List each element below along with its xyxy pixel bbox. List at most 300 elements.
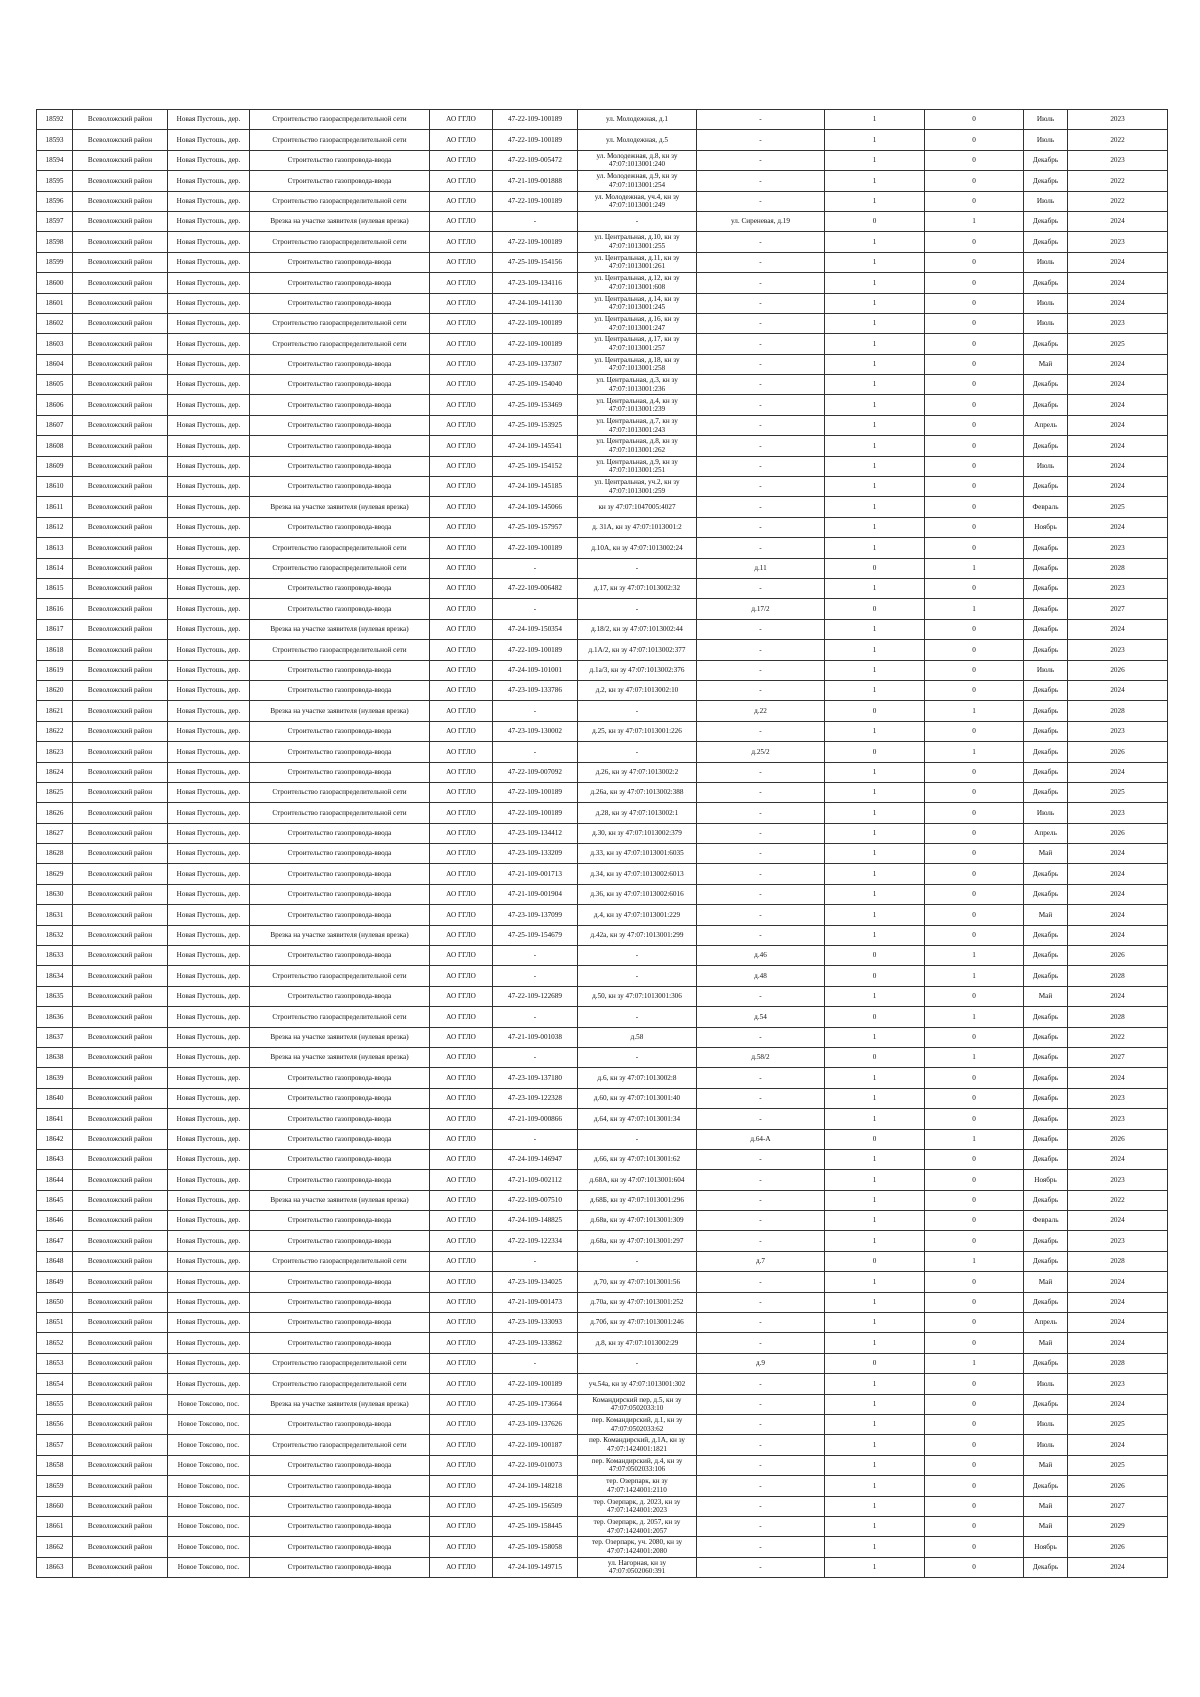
table-row	[37, 1557, 1168, 1577]
table-row	[37, 375, 1168, 395]
row-number-cell: 18633	[37, 946, 73, 966]
quantity-b-cell: 0	[925, 1068, 1024, 1088]
contract-number-cell: 47-22-109-100189	[493, 232, 578, 252]
month-cell: Июль	[1024, 313, 1068, 333]
work-type-cell: Строительство газораспределительной сети	[250, 966, 430, 986]
month-cell: Декабрь	[1024, 1088, 1068, 1108]
month-cell: Июль	[1024, 1435, 1068, 1455]
address-cell: -	[578, 211, 697, 231]
row-number-cell: 18598	[37, 232, 73, 252]
table-row	[37, 721, 1168, 741]
row-number-cell: 18623	[37, 742, 73, 762]
quantity-b-cell: 0	[925, 1149, 1024, 1169]
address-cell: д.60, кн зу 47:07:1013001:40	[578, 1088, 697, 1108]
contract-number-cell: 47-22-109-100189	[493, 1374, 578, 1394]
contract-number-cell: 47-21-109-000866	[493, 1109, 578, 1129]
object-cell: д.7	[697, 1251, 825, 1271]
quantity-a-cell: 1	[825, 1211, 925, 1231]
quantity-b-cell: 0	[925, 171, 1024, 191]
quantity-a-cell: 1	[825, 1292, 925, 1312]
organization-cell: АО ГГЛО	[430, 721, 493, 741]
contract-number-cell: -	[493, 599, 578, 619]
contract-number-cell: 47-21-109-001904	[493, 884, 578, 904]
contract-number-cell: 47-23-109-134116	[493, 273, 578, 293]
contract-number-cell: 47-25-109-157957	[493, 517, 578, 537]
organization-cell: АО ГГЛО	[430, 1537, 493, 1557]
table-row	[37, 1047, 1168, 1067]
table-row	[37, 252, 1168, 272]
table-row	[37, 1129, 1168, 1149]
organization-cell: АО ГГЛО	[430, 1190, 493, 1210]
quantity-a-cell: 0	[825, 742, 925, 762]
table-row	[37, 130, 1168, 150]
row-number-cell: 18621	[37, 701, 73, 721]
quantity-a-cell: 0	[825, 701, 925, 721]
organization-cell: АО ГГЛО	[430, 191, 493, 211]
table-row	[37, 477, 1168, 497]
district-cell: Всеволожский район	[73, 313, 168, 333]
month-cell: Декабрь	[1024, 599, 1068, 619]
month-cell: Май	[1024, 986, 1068, 1006]
contract-number-cell: 47-25-109-154679	[493, 925, 578, 945]
settlement-cell: Новая Пустошь, дер.	[168, 1170, 250, 1190]
table-row	[37, 110, 1168, 130]
quantity-b-cell: 0	[925, 497, 1024, 517]
row-number-cell: 18634	[37, 966, 73, 986]
organization-cell: АО ГГЛО	[430, 1027, 493, 1047]
settlement-cell: Новая Пустошь, дер.	[168, 517, 250, 537]
quantity-b-cell: 0	[925, 864, 1024, 884]
row-number-cell: 18648	[37, 1251, 73, 1271]
object-cell: -	[697, 986, 825, 1006]
contract-number-cell: 47-24-109-148825	[493, 1211, 578, 1231]
row-number-cell: 18643	[37, 1149, 73, 1169]
month-cell: Декабрь	[1024, 1353, 1068, 1373]
quantity-a-cell: 1	[825, 1190, 925, 1210]
year-cell: 2028	[1068, 701, 1168, 721]
contract-number-cell: 47-21-109-001038	[493, 1027, 578, 1047]
month-cell: Апрель	[1024, 415, 1068, 435]
year-cell: 2024	[1068, 762, 1168, 782]
settlement-cell: Новая Пустошь, дер.	[168, 925, 250, 945]
year-cell: 2024	[1068, 293, 1168, 313]
quantity-b-cell: 0	[925, 680, 1024, 700]
month-cell: Апрель	[1024, 1313, 1068, 1333]
month-cell: Июль	[1024, 803, 1068, 823]
year-cell: 2023	[1068, 150, 1168, 170]
district-cell: Всеволожский район	[73, 1455, 168, 1475]
address-cell: д.8, кн зу 47:07:1013002:29	[578, 1333, 697, 1353]
row-number-cell: 18611	[37, 497, 73, 517]
address-cell: ул. Центральная, д.18, кн зу 47:07:1013001:258	[578, 354, 697, 374]
table-row	[37, 946, 1168, 966]
district-cell: Всеволожский район	[73, 823, 168, 843]
month-cell: Декабрь	[1024, 1557, 1068, 1577]
row-number-cell: 18606	[37, 395, 73, 415]
object-cell: д.22	[697, 701, 825, 721]
table-row	[37, 1027, 1168, 1047]
table-row	[37, 619, 1168, 639]
district-cell: Всеволожский район	[73, 1190, 168, 1210]
settlement-cell: Новая Пустошь, дер.	[168, 1251, 250, 1271]
address-cell: тер. Озерпарк, уч. 2080, кн зу 47:07:1424001:2080	[578, 1537, 697, 1557]
quantity-b-cell: 0	[925, 273, 1024, 293]
address-cell: ул. Нагорная, кн зу 47:07:0502060:391	[578, 1557, 697, 1577]
year-cell: 2023	[1068, 640, 1168, 660]
row-number-cell: 18595	[37, 171, 73, 191]
quantity-a-cell: 1	[825, 803, 925, 823]
table-row	[37, 354, 1168, 374]
work-type-cell: Строительство газораспределительной сети	[250, 782, 430, 802]
address-cell: д.2, кн зу 47:07:1013002:10	[578, 680, 697, 700]
district-cell: Всеволожский район	[73, 1476, 168, 1496]
settlement-cell: Новая Пустошь, дер.	[168, 1068, 250, 1088]
year-cell: 2028	[1068, 1007, 1168, 1027]
quantity-a-cell: 1	[825, 1068, 925, 1088]
district-cell: Всеволожский район	[73, 232, 168, 252]
district-cell: Всеволожский район	[73, 1292, 168, 1312]
settlement-cell: Новая Пустошь, дер.	[168, 211, 250, 231]
organization-cell: АО ГГЛО	[430, 1088, 493, 1108]
work-type-cell: Строительство газораспределительной сети	[250, 232, 430, 252]
district-cell: Всеволожский район	[73, 1088, 168, 1108]
address-cell: -	[578, 742, 697, 762]
object-cell: -	[697, 844, 825, 864]
row-number-cell: 18649	[37, 1272, 73, 1292]
year-cell: 2022	[1068, 171, 1168, 191]
quantity-b-cell: 0	[925, 191, 1024, 211]
contract-number-cell: 47-24-109-150354	[493, 619, 578, 639]
year-cell: 2028	[1068, 1353, 1168, 1373]
address-cell: кн зу 47:07:1047005:4027	[578, 497, 697, 517]
year-cell: 2024	[1068, 1435, 1168, 1455]
contract-number-cell: 47-25-109-154156	[493, 252, 578, 272]
organization-cell: АО ГГЛО	[430, 1313, 493, 1333]
quantity-b-cell: 0	[925, 925, 1024, 945]
year-cell: 2022	[1068, 1027, 1168, 1047]
organization-cell: АО ГГЛО	[430, 1129, 493, 1149]
month-cell: Декабрь	[1024, 538, 1068, 558]
year-cell: 2029	[1068, 1516, 1168, 1536]
object-cell: -	[697, 456, 825, 476]
organization-cell: АО ГГЛО	[430, 742, 493, 762]
work-type-cell: Строительство газопровода-ввода	[250, 1068, 430, 1088]
object-cell: -	[697, 293, 825, 313]
row-number-cell: 18614	[37, 558, 73, 578]
table-row	[37, 680, 1168, 700]
table-row	[37, 171, 1168, 191]
work-type-cell: Строительство газопровода-ввода	[250, 395, 430, 415]
month-cell: Декабрь	[1024, 150, 1068, 170]
district-cell: Всеволожский район	[73, 966, 168, 986]
row-number-cell: 18659	[37, 1476, 73, 1496]
district-cell: Всеволожский район	[73, 1047, 168, 1067]
row-number-cell: 18593	[37, 130, 73, 150]
quantity-b-cell: 0	[925, 619, 1024, 639]
row-number-cell: 18631	[37, 905, 73, 925]
contract-number-cell: 47-22-109-006482	[493, 578, 578, 598]
address-cell: ул. Центральная, д.7, кн зу 47:07:1013001:243	[578, 415, 697, 435]
quantity-b-cell: 0	[925, 334, 1024, 354]
object-cell: д.46	[697, 946, 825, 966]
object-cell: -	[697, 1231, 825, 1251]
address-cell: ул. Центральная, д.14, кн зу 47:07:1013001:245	[578, 293, 697, 313]
quantity-b-cell: 0	[925, 844, 1024, 864]
year-cell: 2026	[1068, 1476, 1168, 1496]
work-type-cell: Строительство газопровода-ввода	[250, 1455, 430, 1475]
settlement-cell: Новая Пустошь, дер.	[168, 1027, 250, 1047]
quantity-a-cell: 0	[825, 558, 925, 578]
year-cell: 2024	[1068, 354, 1168, 374]
month-cell: Декабрь	[1024, 721, 1068, 741]
month-cell: Декабрь	[1024, 742, 1068, 762]
work-type-cell: Строительство газопровода-ввода	[250, 252, 430, 272]
work-type-cell: Врезка на участке заявителя (нулевая врезка)	[250, 1027, 430, 1047]
quantity-a-cell: 1	[825, 252, 925, 272]
district-cell: Всеволожский район	[73, 1211, 168, 1231]
district-cell: Всеволожский район	[73, 171, 168, 191]
year-cell: 2024	[1068, 395, 1168, 415]
address-cell: д.68А, кн зу 47:07:1013001:604	[578, 1170, 697, 1190]
district-cell: Всеволожский район	[73, 884, 168, 904]
settlement-cell: Новая Пустошь, дер.	[168, 1129, 250, 1149]
object-cell: -	[697, 517, 825, 537]
quantity-b-cell: 0	[925, 1088, 1024, 1108]
table-row	[37, 640, 1168, 660]
month-cell: Декабрь	[1024, 477, 1068, 497]
organization-cell: АО ГГЛО	[430, 782, 493, 802]
object-cell: -	[697, 1415, 825, 1435]
year-cell: 2028	[1068, 966, 1168, 986]
organization-cell: АО ГГЛО	[430, 313, 493, 333]
quantity-a-cell: 1	[825, 905, 925, 925]
table-body	[37, 110, 1168, 1578]
work-type-cell: Строительство газораспределительной сети	[250, 191, 430, 211]
year-cell: 2024	[1068, 884, 1168, 904]
district-cell: Всеволожский район	[73, 742, 168, 762]
object-cell: -	[697, 354, 825, 374]
table-row	[37, 1007, 1168, 1027]
district-cell: Всеволожский район	[73, 1027, 168, 1047]
month-cell: Ноябрь	[1024, 1170, 1068, 1190]
quantity-b-cell: 0	[925, 884, 1024, 904]
contract-number-cell: 47-22-109-100187	[493, 1435, 578, 1455]
row-number-cell: 18651	[37, 1313, 73, 1333]
quantity-a-cell: 1	[825, 578, 925, 598]
settlement-cell: Новая Пустошь, дер.	[168, 171, 250, 191]
work-type-cell: Строительство газопровода-ввода	[250, 1496, 430, 1516]
work-type-cell: Строительство газопровода-ввода	[250, 456, 430, 476]
month-cell: Декабрь	[1024, 232, 1068, 252]
month-cell: Декабрь	[1024, 946, 1068, 966]
organization-cell: АО ГГЛО	[430, 171, 493, 191]
organization-cell: АО ГГЛО	[430, 252, 493, 272]
month-cell: Июль	[1024, 110, 1068, 130]
month-cell: Декабрь	[1024, 1129, 1068, 1149]
contract-number-cell: 47-21-109-001713	[493, 864, 578, 884]
row-number-cell: 18645	[37, 1190, 73, 1210]
address-cell: д.28, кн зу 47:07:1013002:1	[578, 803, 697, 823]
work-type-cell: Врезка на участке заявителя (нулевая врезка)	[250, 925, 430, 945]
address-cell: д.70, кн зу 47:07:1013001:56	[578, 1272, 697, 1292]
settlement-cell: Новая Пустошь, дер.	[168, 721, 250, 741]
quantity-b-cell: 1	[925, 558, 1024, 578]
contract-number-cell: 47-24-109-145066	[493, 497, 578, 517]
month-cell: Декабрь	[1024, 211, 1068, 231]
table-row	[37, 966, 1168, 986]
quantity-b-cell: 0	[925, 538, 1024, 558]
district-cell: Всеволожский район	[73, 354, 168, 374]
object-cell: -	[697, 884, 825, 904]
organization-cell: АО ГГЛО	[430, 701, 493, 721]
work-type-cell: Строительство газопровода-ввода	[250, 864, 430, 884]
quantity-b-cell: 0	[925, 803, 1024, 823]
district-cell: Всеволожский район	[73, 1496, 168, 1516]
table-row	[37, 1272, 1168, 1292]
settlement-cell: Новая Пустошь, дер.	[168, 844, 250, 864]
organization-cell: АО ГГЛО	[430, 1394, 493, 1414]
quantity-b-cell: 0	[925, 1394, 1024, 1414]
month-cell: Май	[1024, 354, 1068, 374]
district-cell: Всеволожский район	[73, 1394, 168, 1414]
district-cell: Всеволожский район	[73, 1537, 168, 1557]
organization-cell: АО ГГЛО	[430, 1292, 493, 1312]
contract-number-cell: 47-24-109-148218	[493, 1476, 578, 1496]
address-cell: уч.54а, кн зу 47:07:1013001:302	[578, 1374, 697, 1394]
organization-cell: АО ГГЛО	[430, 762, 493, 782]
table-row	[37, 517, 1168, 537]
object-cell: -	[697, 1170, 825, 1190]
district-cell: Всеволожский район	[73, 436, 168, 456]
table-row	[37, 844, 1168, 864]
year-cell: 2024	[1068, 1333, 1168, 1353]
contract-number-cell: 47-23-109-133093	[493, 1313, 578, 1333]
district-cell: Всеволожский район	[73, 1435, 168, 1455]
contract-number-cell: 47-25-109-158058	[493, 1537, 578, 1557]
quantity-a-cell: 1	[825, 375, 925, 395]
row-number-cell: 18616	[37, 599, 73, 619]
table-row	[37, 701, 1168, 721]
object-cell: -	[697, 538, 825, 558]
work-type-cell: Строительство газопровода-ввода	[250, 742, 430, 762]
quantity-a-cell: 1	[825, 1496, 925, 1516]
quantity-a-cell: 1	[825, 1333, 925, 1353]
row-number-cell: 18660	[37, 1496, 73, 1516]
quantity-a-cell: 0	[825, 1353, 925, 1373]
settlement-cell: Новая Пустошь, дер.	[168, 293, 250, 313]
quantity-b-cell: 0	[925, 986, 1024, 1006]
address-cell: тер. Озерпарк, д. 2057, кн зу 47:07:1424001:2057	[578, 1516, 697, 1536]
work-type-cell: Строительство газораспределительной сети	[250, 110, 430, 130]
table-row	[37, 1149, 1168, 1169]
work-type-cell: Строительство газопровода-ввода	[250, 986, 430, 1006]
work-type-cell: Строительство газопровода-ввода	[250, 415, 430, 435]
table-row	[37, 578, 1168, 598]
district-cell: Всеволожский район	[73, 517, 168, 537]
object-cell: -	[697, 1190, 825, 1210]
address-cell: д.50, кн зу 47:07:1013001:306	[578, 986, 697, 1006]
organization-cell: АО ГГЛО	[430, 1251, 493, 1271]
organization-cell: АО ГГЛО	[430, 130, 493, 150]
organization-cell: АО ГГЛО	[430, 1272, 493, 1292]
table-row	[37, 905, 1168, 925]
contract-number-cell: 47-23-109-133862	[493, 1333, 578, 1353]
year-cell: 2024	[1068, 1149, 1168, 1169]
settlement-cell: Новая Пустошь, дер.	[168, 1109, 250, 1129]
table-row	[37, 742, 1168, 762]
address-cell: ул. Центральная, д.16, кн зу 47:07:1013001:247	[578, 313, 697, 333]
address-cell: -	[578, 599, 697, 619]
work-type-cell: Врезка на участке заявителя (нулевая врезка)	[250, 701, 430, 721]
address-cell: д.70б, кн зу 47:07:1013001:246	[578, 1313, 697, 1333]
object-cell: д.11	[697, 558, 825, 578]
district-cell: Всеволожский район	[73, 334, 168, 354]
table-row	[37, 150, 1168, 170]
table-row	[37, 334, 1168, 354]
work-type-cell: Врезка на участке заявителя (нулевая врезка)	[250, 211, 430, 231]
year-cell: 2023	[1068, 1109, 1168, 1129]
settlement-cell: Новая Пустошь, дер.	[168, 946, 250, 966]
table-row	[37, 1068, 1168, 1088]
quantity-a-cell: 0	[825, 966, 925, 986]
settlement-cell: Новая Пустошь, дер.	[168, 1353, 250, 1373]
object-cell: -	[697, 436, 825, 456]
address-cell: -	[578, 701, 697, 721]
contract-number-cell: 47-25-109-153469	[493, 395, 578, 415]
address-cell: д.70а, кн зу 47:07:1013001:252	[578, 1292, 697, 1312]
quantity-a-cell: 1	[825, 1313, 925, 1333]
organization-cell: АО ГГЛО	[430, 232, 493, 252]
quantity-a-cell: 1	[825, 477, 925, 497]
quantity-b-cell: 1	[925, 701, 1024, 721]
organization-cell: АО ГГЛО	[430, 1496, 493, 1516]
address-cell: -	[578, 1251, 697, 1271]
work-type-cell: Строительство газопровода-ввода	[250, 599, 430, 619]
organization-cell: АО ГГЛО	[430, 1374, 493, 1394]
settlement-cell: Новая Пустошь, дер.	[168, 619, 250, 639]
month-cell: Июль	[1024, 456, 1068, 476]
year-cell: 2024	[1068, 986, 1168, 1006]
contract-number-cell: 47-21-109-002112	[493, 1170, 578, 1190]
month-cell: Декабрь	[1024, 680, 1068, 700]
object-cell: -	[697, 1333, 825, 1353]
address-cell: ул. Молодежная, д.5	[578, 130, 697, 150]
row-number-cell: 18655	[37, 1394, 73, 1414]
month-cell: Май	[1024, 1333, 1068, 1353]
quantity-a-cell: 1	[825, 436, 925, 456]
address-cell: ул. Центральная, д.17, кн зу 47:07:1013001:257	[578, 334, 697, 354]
table-row	[37, 1537, 1168, 1557]
year-cell: 2023	[1068, 110, 1168, 130]
work-type-cell: Строительство газопровода-ввода	[250, 1170, 430, 1190]
year-cell: 2024	[1068, 375, 1168, 395]
contract-number-cell: -	[493, 966, 578, 986]
address-cell: д.26, кн зу 47:07:1013002:2	[578, 762, 697, 782]
table-row	[37, 273, 1168, 293]
quantity-a-cell: 1	[825, 640, 925, 660]
year-cell: 2024	[1068, 905, 1168, 925]
quantity-a-cell: 1	[825, 456, 925, 476]
month-cell: Июль	[1024, 293, 1068, 313]
district-cell: Всеволожский район	[73, 1149, 168, 1169]
quantity-b-cell: 0	[925, 1170, 1024, 1190]
table-row	[37, 1496, 1168, 1516]
row-number-cell: 18630	[37, 884, 73, 904]
quantity-b-cell: 0	[925, 1292, 1024, 1312]
year-cell: 2024	[1068, 925, 1168, 945]
object-cell: -	[697, 762, 825, 782]
work-type-cell: Врезка на участке заявителя (нулевая врезка)	[250, 1394, 430, 1414]
